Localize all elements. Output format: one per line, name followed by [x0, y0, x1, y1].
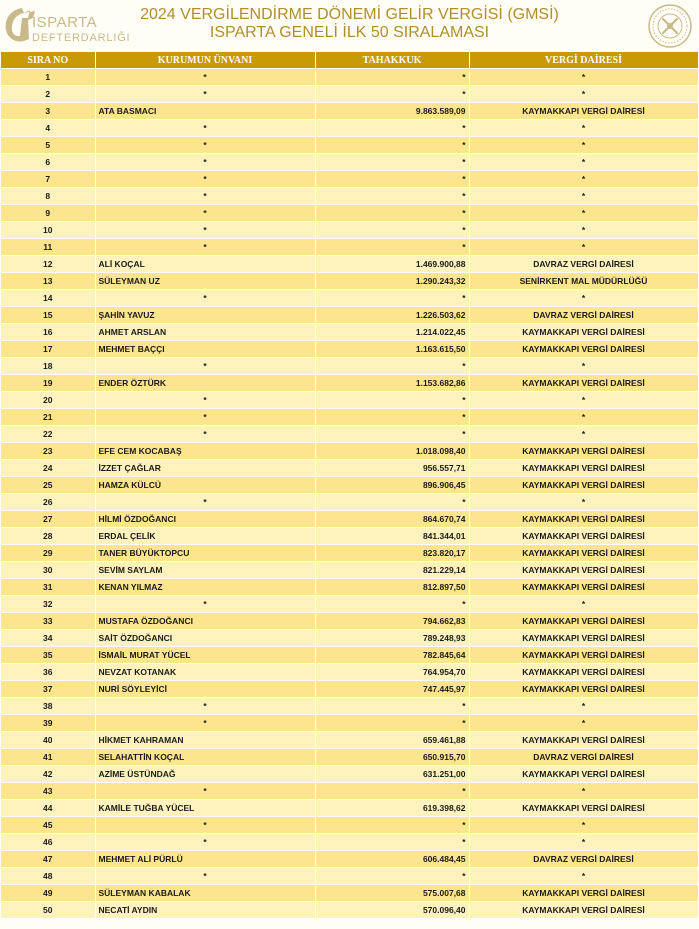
- table-row: [1, 698, 698, 715]
- name-cell: SEVİM SAYLAM: [95, 562, 315, 579]
- amount-cell: 841.344,01: [315, 528, 469, 545]
- name-cell: *: [95, 868, 315, 885]
- name-cell: *: [95, 222, 315, 239]
- rank-cell: 20: [1, 392, 95, 409]
- rank-cell: 47: [1, 851, 95, 868]
- tax-office-cell: *: [469, 222, 698, 239]
- name-cell: İZZET ÇAĞLAR: [95, 460, 315, 477]
- table-row: [1, 545, 698, 562]
- table-row: [1, 664, 698, 681]
- table-row: [1, 205, 698, 222]
- tax-office-cell: KAYMAKKAPI VERGİ DAİRESİ: [469, 885, 698, 902]
- name-cell: *: [95, 494, 315, 511]
- amount-cell: *: [315, 392, 469, 409]
- table-row: [1, 290, 698, 307]
- name-cell: NECATİ AYDIN: [95, 902, 315, 919]
- rank-cell: 46: [1, 834, 95, 851]
- name-cell: İSMAİL MURAT YÜCEL: [95, 647, 315, 664]
- rank-cell: 2: [1, 86, 95, 103]
- name-cell: ATA BASMACI: [95, 103, 315, 120]
- tax-office-cell: *: [469, 698, 698, 715]
- amount-cell: *: [315, 596, 469, 613]
- table-row: [1, 528, 698, 545]
- amount-cell: *: [315, 137, 469, 154]
- tax-office-cell: *: [469, 120, 698, 137]
- table-row: [1, 579, 698, 596]
- table-row: [1, 749, 698, 766]
- amount-cell: 631.251,00: [315, 766, 469, 783]
- rank-cell: 42: [1, 766, 95, 783]
- rank-cell: 8: [1, 188, 95, 205]
- column-header-kurumun-unvani: KURUMUN ÜNVANI: [95, 52, 315, 69]
- table-row: [1, 868, 698, 885]
- rank-cell: 1: [1, 69, 95, 86]
- name-cell: *: [95, 834, 315, 851]
- rank-cell: 9: [1, 205, 95, 222]
- rank-cell: 49: [1, 885, 95, 902]
- table-row: [1, 647, 698, 664]
- tax-office-cell: KAYMAKKAPI VERGİ DAİRESİ: [469, 800, 698, 817]
- rank-cell: 15: [1, 307, 95, 324]
- name-cell: *: [95, 137, 315, 154]
- logo-line2: DEFTERDARLIĞI: [32, 32, 131, 44]
- name-cell: ŞAHİN YAVUZ: [95, 307, 315, 324]
- tax-office-cell: *: [469, 154, 698, 171]
- amount-cell: *: [315, 426, 469, 443]
- tax-office-cell: *: [469, 817, 698, 834]
- amount-cell: *: [315, 69, 469, 86]
- name-cell: *: [95, 783, 315, 800]
- name-cell: NEVZAT KOTANAK: [95, 664, 315, 681]
- ministry-seal-icon: [647, 3, 693, 49]
- rank-cell: 10: [1, 222, 95, 239]
- rank-cell: 12: [1, 256, 95, 273]
- tax-office-cell: *: [469, 69, 698, 86]
- table-row: [1, 766, 698, 783]
- amount-cell: 1.469.900,88: [315, 256, 469, 273]
- amount-cell: *: [315, 188, 469, 205]
- amount-cell: 823.820,17: [315, 545, 469, 562]
- amount-cell: 1.153.682,86: [315, 375, 469, 392]
- rank-cell: 19: [1, 375, 95, 392]
- column-header-tahakkuk: TAHAKKUK: [315, 52, 469, 69]
- name-cell: *: [95, 698, 315, 715]
- rank-cell: 26: [1, 494, 95, 511]
- rank-cell: 31: [1, 579, 95, 596]
- table-row: [1, 358, 698, 375]
- rank-cell: 40: [1, 732, 95, 749]
- name-cell: MUSTAFA ÖZDOĞANCI: [95, 613, 315, 630]
- tax-office-cell: KAYMAKKAPI VERGİ DAİRESİ: [469, 103, 698, 120]
- name-cell: *: [95, 715, 315, 732]
- amount-cell: 821.229,14: [315, 562, 469, 579]
- rank-cell: 18: [1, 358, 95, 375]
- name-cell: ENDER ÖZTÜRK: [95, 375, 315, 392]
- tax-office-cell: KAYMAKKAPI VERGİ DAİRESİ: [469, 443, 698, 460]
- name-cell: AHMET ARSLAN: [95, 324, 315, 341]
- rank-cell: 16: [1, 324, 95, 341]
- amount-cell: 9.863.589,09: [315, 103, 469, 120]
- amount-cell: 570.096,40: [315, 902, 469, 919]
- amount-cell: *: [315, 358, 469, 375]
- rank-cell: 24: [1, 460, 95, 477]
- name-cell: KENAN YILMAZ: [95, 579, 315, 596]
- rank-cell: 32: [1, 596, 95, 613]
- tax-office-cell: SENİRKENT MAL MÜDÜRLÜĞÜ: [469, 273, 698, 290]
- rank-cell: 17: [1, 341, 95, 358]
- amount-cell: *: [315, 154, 469, 171]
- name-cell: *: [95, 69, 315, 86]
- amount-cell: 782.845,64: [315, 647, 469, 664]
- column-header-sira-no: SIRA NO: [1, 52, 95, 69]
- amount-cell: *: [315, 494, 469, 511]
- table-row: [1, 256, 698, 273]
- amount-cell: *: [315, 205, 469, 222]
- tax-office-cell: *: [469, 596, 698, 613]
- tax-office-cell: KAYMAKKAPI VERGİ DAİRESİ: [469, 732, 698, 749]
- tax-office-cell: DAVRAZ VERGİ DAİRESİ: [469, 307, 698, 324]
- amount-cell: *: [315, 834, 469, 851]
- table-body: [1, 69, 698, 919]
- rank-cell: 6: [1, 154, 95, 171]
- amount-cell: 864.670,74: [315, 511, 469, 528]
- table-row: [1, 392, 698, 409]
- name-cell: *: [95, 120, 315, 137]
- rank-cell: 44: [1, 800, 95, 817]
- amount-cell: 1.018.098,40: [315, 443, 469, 460]
- tax-office-cell: *: [469, 868, 698, 885]
- table-row: [1, 188, 698, 205]
- name-cell: *: [95, 290, 315, 307]
- amount-cell: *: [315, 868, 469, 885]
- name-cell: KAMİLE TUĞBA YÜCEL: [95, 800, 315, 817]
- tax-office-cell: *: [469, 86, 698, 103]
- amount-cell: *: [315, 120, 469, 137]
- table-row: [1, 494, 698, 511]
- rank-cell: 43: [1, 783, 95, 800]
- name-cell: SÜLEYMAN UZ: [95, 273, 315, 290]
- rank-cell: 28: [1, 528, 95, 545]
- tax-office-cell: KAYMAKKAPI VERGİ DAİRESİ: [469, 766, 698, 783]
- name-cell: *: [95, 392, 315, 409]
- name-cell: NURİ SÖYLEYİCİ: [95, 681, 315, 698]
- rank-cell: 29: [1, 545, 95, 562]
- rank-cell: 5: [1, 137, 95, 154]
- name-cell: *: [95, 171, 315, 188]
- rank-cell: 39: [1, 715, 95, 732]
- table-row: [1, 817, 698, 834]
- ranking-table: [1, 52, 699, 919]
- rank-cell: 21: [1, 409, 95, 426]
- rank-cell: 25: [1, 477, 95, 494]
- table-row: [1, 902, 698, 919]
- amount-cell: 1.163.615,50: [315, 341, 469, 358]
- table-row: [1, 630, 698, 647]
- amount-cell: *: [315, 715, 469, 732]
- rank-cell: 33: [1, 613, 95, 630]
- table-row: [1, 851, 698, 868]
- page-title: [0, 6, 699, 42]
- amount-cell: 789.248,93: [315, 630, 469, 647]
- amount-cell: 575.007,68: [315, 885, 469, 902]
- tax-office-cell: KAYMAKKAPI VERGİ DAİRESİ: [469, 511, 698, 528]
- tax-office-cell: KAYMAKKAPI VERGİ DAİRESİ: [469, 528, 698, 545]
- table-row: [1, 103, 698, 120]
- amount-cell: *: [315, 171, 469, 188]
- tax-office-cell: *: [469, 358, 698, 375]
- rank-cell: 14: [1, 290, 95, 307]
- table-row: [1, 375, 698, 392]
- table-row: [1, 681, 698, 698]
- amount-cell: *: [315, 783, 469, 800]
- tax-office-cell: KAYMAKKAPI VERGİ DAİRESİ: [469, 647, 698, 664]
- rank-cell: 34: [1, 630, 95, 647]
- name-cell: SAİT ÖZDOĞANCI: [95, 630, 315, 647]
- tax-office-cell: *: [469, 205, 698, 222]
- rank-cell: 13: [1, 273, 95, 290]
- rank-cell: 7: [1, 171, 95, 188]
- logo-line1: ISPARTA: [32, 14, 98, 31]
- amount-cell: 956.557,71: [315, 460, 469, 477]
- table-row: [1, 69, 698, 86]
- name-cell: TANER BÜYÜKTOPCU: [95, 545, 315, 562]
- tax-office-cell: KAYMAKKAPI VERGİ DAİRESİ: [469, 324, 698, 341]
- tax-office-cell: *: [469, 834, 698, 851]
- tax-office-cell: *: [469, 392, 698, 409]
- tax-office-cell: DAVRAZ VERGİ DAİRESİ: [469, 749, 698, 766]
- amount-cell: *: [315, 290, 469, 307]
- table-row: [1, 732, 698, 749]
- rank-cell: 23: [1, 443, 95, 460]
- tax-office-cell: KAYMAKKAPI VERGİ DAİRESİ: [469, 562, 698, 579]
- tax-office-cell: KAYMAKKAPI VERGİ DAİRESİ: [469, 613, 698, 630]
- table-row: [1, 171, 698, 188]
- rank-cell: 48: [1, 868, 95, 885]
- amount-cell: 896.906,45: [315, 477, 469, 494]
- name-cell: ALİ KOÇAL: [95, 256, 315, 273]
- tax-office-cell: KAYMAKKAPI VERGİ DAİRESİ: [469, 630, 698, 647]
- table-row: [1, 885, 698, 902]
- tax-office-cell: KAYMAKKAPI VERGİ DAİRESİ: [469, 341, 698, 358]
- rank-cell: 37: [1, 681, 95, 698]
- rank-cell: 45: [1, 817, 95, 834]
- rank-cell: 22: [1, 426, 95, 443]
- name-cell: MEHMET ALİ PÜRLÜ: [95, 851, 315, 868]
- name-cell: *: [95, 239, 315, 256]
- amount-cell: 1.226.503,62: [315, 307, 469, 324]
- name-cell: HİLMİ ÖZDOĞANCI: [95, 511, 315, 528]
- table-row: [1, 613, 698, 630]
- tax-office-cell: DAVRAZ VERGİ DAİRESİ: [469, 851, 698, 868]
- name-cell: AZİME ÜSTÜNDAĞ: [95, 766, 315, 783]
- amount-cell: *: [315, 86, 469, 103]
- rank-cell: 30: [1, 562, 95, 579]
- amount-cell: 659.461,88: [315, 732, 469, 749]
- tax-office-cell: *: [469, 409, 698, 426]
- amount-cell: *: [315, 222, 469, 239]
- amount-cell: *: [315, 239, 469, 256]
- amount-cell: 812.897,50: [315, 579, 469, 596]
- title-line2: ISPARTA GENELİ İLK 50 SIRALAMASI: [209, 24, 490, 41]
- tax-office-cell: *: [469, 171, 698, 188]
- document-header: [0, 0, 699, 52]
- tax-office-cell: *: [469, 426, 698, 443]
- amount-cell: *: [315, 698, 469, 715]
- amount-cell: 1.214.022,45: [315, 324, 469, 341]
- table-row: [1, 596, 698, 613]
- amount-cell: 764.954,70: [315, 664, 469, 681]
- tax-office-cell: KAYMAKKAPI VERGİ DAİRESİ: [469, 375, 698, 392]
- name-cell: SELAHATTİN KOÇAL: [95, 749, 315, 766]
- table-row: [1, 800, 698, 817]
- name-cell: *: [95, 86, 315, 103]
- tax-office-cell: KAYMAKKAPI VERGİ DAİRESİ: [469, 681, 698, 698]
- tax-office-cell: KAYMAKKAPI VERGİ DAİRESİ: [469, 460, 698, 477]
- rank-cell: 27: [1, 511, 95, 528]
- rank-cell: 50: [1, 902, 95, 919]
- amount-cell: *: [315, 409, 469, 426]
- rank-cell: 3: [1, 103, 95, 120]
- rank-cell: 35: [1, 647, 95, 664]
- table-row: [1, 783, 698, 800]
- tax-office-cell: KAYMAKKAPI VERGİ DAİRESİ: [469, 902, 698, 919]
- table-row: [1, 426, 698, 443]
- name-cell: EFE CEM KOCABAŞ: [95, 443, 315, 460]
- name-cell: ERDAL ÇELİK: [95, 528, 315, 545]
- amount-cell: 794.662,83: [315, 613, 469, 630]
- rank-cell: 11: [1, 239, 95, 256]
- table-row: [1, 477, 698, 494]
- table-row: [1, 120, 698, 137]
- name-cell: HİKMET KAHRAMAN: [95, 732, 315, 749]
- tax-office-cell: *: [469, 239, 698, 256]
- tax-office-cell: KAYMAKKAPI VERGİ DAİRESİ: [469, 545, 698, 562]
- amount-cell: 619.398,62: [315, 800, 469, 817]
- name-cell: *: [95, 596, 315, 613]
- table-header-row: [1, 52, 698, 69]
- amount-cell: 747.445,97: [315, 681, 469, 698]
- name-cell: MEHMET BAÇÇI: [95, 341, 315, 358]
- name-cell: *: [95, 188, 315, 205]
- rank-cell: 4: [1, 120, 95, 137]
- name-cell: *: [95, 205, 315, 222]
- amount-cell: 650.915,70: [315, 749, 469, 766]
- name-cell: SÜLEYMAN KABALAK: [95, 885, 315, 902]
- table-row: [1, 86, 698, 103]
- table-row: [1, 460, 698, 477]
- tax-office-cell: *: [469, 290, 698, 307]
- table-row: [1, 137, 698, 154]
- name-cell: HAMZA KÜLCÜ: [95, 477, 315, 494]
- tax-office-cell: *: [469, 494, 698, 511]
- table-row: [1, 154, 698, 171]
- title-line1: 2024 VERGİLENDİRME DÖNEMİ GELİR VERGİSİ (GMSİ): [140, 6, 559, 23]
- table-row: [1, 239, 698, 256]
- amount-cell: 1.290.243,32: [315, 273, 469, 290]
- name-cell: *: [95, 409, 315, 426]
- tax-office-cell: *: [469, 715, 698, 732]
- table-row: [1, 341, 698, 358]
- table-row: [1, 222, 698, 239]
- table-row: [1, 273, 698, 290]
- tax-office-cell: KAYMAKKAPI VERGİ DAİRESİ: [469, 477, 698, 494]
- name-cell: *: [95, 154, 315, 171]
- rank-cell: 36: [1, 664, 95, 681]
- tax-office-cell: *: [469, 137, 698, 154]
- name-cell: *: [95, 817, 315, 834]
- rank-cell: 38: [1, 698, 95, 715]
- tax-office-cell: *: [469, 783, 698, 800]
- tax-office-cell: KAYMAKKAPI VERGİ DAİRESİ: [469, 664, 698, 681]
- amount-cell: 606.484,45: [315, 851, 469, 868]
- tax-office-cell: DAVRAZ VERGİ DAİRESİ: [469, 256, 698, 273]
- column-header-vergi-dairesi: VERGİ DAİRESİ: [469, 52, 698, 69]
- table-row: [1, 511, 698, 528]
- table-row: [1, 715, 698, 732]
- table-row: [1, 409, 698, 426]
- table-row: [1, 307, 698, 324]
- tax-office-cell: *: [469, 188, 698, 205]
- rank-cell: 41: [1, 749, 95, 766]
- tax-office-cell: KAYMAKKAPI VERGİ DAİRESİ: [469, 579, 698, 596]
- amount-cell: *: [315, 817, 469, 834]
- table-row: [1, 324, 698, 341]
- name-cell: *: [95, 358, 315, 375]
- table-row: [1, 834, 698, 851]
- table-row: [1, 443, 698, 460]
- table-row: [1, 562, 698, 579]
- name-cell: *: [95, 426, 315, 443]
